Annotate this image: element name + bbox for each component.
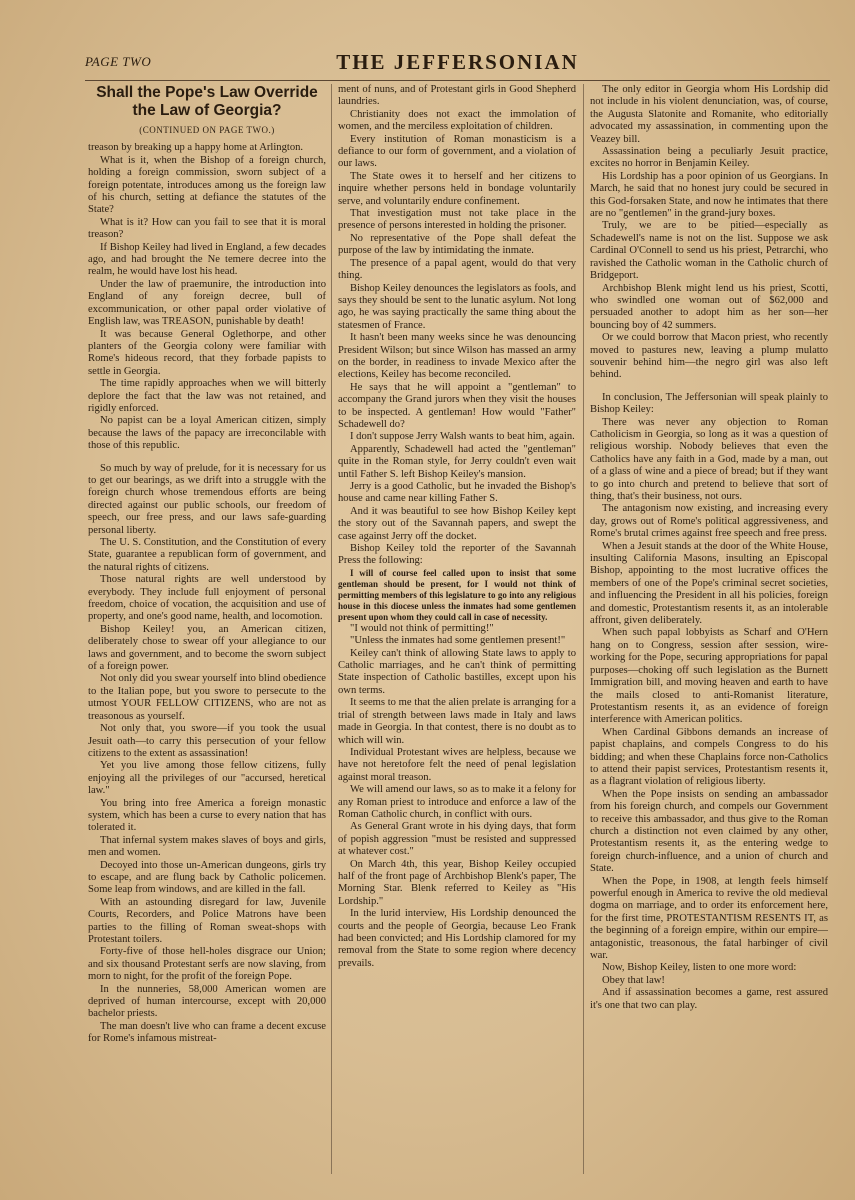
paragraph: You bring into free America a foreign monastic system, which has been a curse to every nation that has tolerated it. <box>88 797 326 834</box>
paragraph: Not only that, you swore—if you took the usual Jesuit oath—to carry this persecution of your fellow citizens to the extent as assassination! <box>88 723 326 759</box>
paragraph: Keiley can't think of allowing State laws to apply to Catholic marriages, and he can't think of permitting State inspection of Catholic bastilles, except upon his own terms. <box>338 647 576 696</box>
paragraph: Not only did you swear yourself into blind obedience to the Italian pope, but you swore to persecute to the utmost YOUR FELLOW CITIZENS, who are not as treasonous as yourself. <box>88 673 326 722</box>
paragraph: It seems to me that the alien prelate is arranging for a trial of strength between laws made in Italy and laws made in Georgia. In that contest, there is no doubt as to which will win. <box>338 697 576 746</box>
paragraph: With an astounding disregard for law, Juvenile Courts, Recorders, and Police Matrons have been parties to the filling of Roman sweat-shops with Protestant toilers. <box>88 896 326 945</box>
paragraph: ment of nuns, and of Protestant girls in Good Shepherd laundries. <box>338 84 576 108</box>
paragraph: When the Pope insists on sending an ambassador from his foreign church, and compels our Government to receive this ambassador, and thus give to the Roman church a distinction not even claimed by any other, Protestantism resents it, as the entering wedge to foreign church-influence, and a union of church and State. <box>590 788 828 875</box>
paragraph: As General Grant wrote in his dying days, that form of popish aggression "must be resisted and suppressed at whatever cost." <box>338 821 576 858</box>
paragraph: Now, Bishop Keiley, listen to one more word: <box>602 962 797 974</box>
paragraph: When Cardinal Gibbons demands an increase of papist chaplains, and compels Congress to do his bidding; and when these Chaplains force non-Catholics to attend their papist services, Protestantism resents it, as a flagrant violation of religious liberty. <box>590 726 828 788</box>
column-rule <box>331 84 332 1174</box>
paragraph: Bishop Keiley denounces the legislators as fools, and says they should be sent to the lunatic asylum. Not long ago, he was saying practically the same thing about the statesmen of France. <box>338 282 576 331</box>
column-2 <box>338 84 576 1179</box>
paragraph: We will amend our laws, so as to make it a felony for any Roman priest to introduce and enforce a law of the Roman Catholic church, in conflict with ours. <box>338 784 576 820</box>
column-3 <box>590 84 828 1179</box>
paragraph: Obey that law! <box>602 974 665 986</box>
paragraph: "I would not think of permitting!" <box>350 622 494 634</box>
paragraph: What is it, when the Bishop of a foreign church, holding a foreign commission, sworn subject of a foreign potentate, introduces among us the foreign law of his church, setting at defiance the statutes of the State? <box>88 154 326 216</box>
paragraph: "Unless the inmates had some gentlemen present!" <box>350 635 566 647</box>
paragraph: His Lordship has a poor opinion of us Georgians. In March, he said that no honest jury could be secured in this God-forsaken State, and now he intimates that there are no "gentlemen" in the grand-jury boxes. <box>590 170 828 220</box>
quoted-statement: I will of course feel called upon to insist that some gentleman should be present, for I would not think of permitting members of this legislature to go into any religious house in this diocese unless the inmates had some gentlemen present upon whom they could call in case of necessity. <box>338 567 576 622</box>
paragraph: The presence of a papal agent, would do that very thing. <box>338 257 576 282</box>
paragraph: Apparently, Schadewell had acted the "gentleman" quite in the Roman style, for Jerry couldn't even wait until Father S. left Bishop Keiley's mansion. <box>338 443 576 480</box>
paragraph: Forty-five of those hell-holes disgrace our Union; and six thousand Protestant serfs are now slaving, from morn to night, for the profit of the foreign Pope. <box>88 946 326 983</box>
paragraph: In the lurid interview, His Lordship denounced the courts and the people of Georgia, because Leo Frank had been convicted; and His Lordship clamored for my removal from the State to some region where decency prevails. <box>338 908 576 969</box>
paragraph: The antagonism now existing, and increasing every day, grows out of Rome's political aggressiveness, and Rome's brutal crimes against free speech and free press. <box>590 503 828 540</box>
column-1 <box>88 84 326 1179</box>
paragraph: Bishop Keiley told the reporter of the Savannah Press the following: <box>338 543 576 567</box>
paragraph: Archbishop Blenk might lend us his priest, Scotti, who swindled one woman out of $62,000 and persuaded another to adopt him as her son—her bouncing boy of 42 summers. <box>590 282 828 331</box>
paragraph: Truly, we are to be pitied—especially as Schadewell's name is not on the list. Suppose we ask Cardinal O'Connell to send us his priest, Petrarchi, who ravished the Catholic woman in the Catholic church of Bridgeport. <box>590 220 828 282</box>
newspaper-title: THE JEFFERSONIAN <box>336 50 579 74</box>
paragraph: That investigation must not take place in the presence of persons interested in holding the prisoner. <box>338 208 576 232</box>
paragraph: It was because General Oglethorpe, and other planters of the Georgia colony were familiar with Rome's hideous record, that they forbade papists to settle in Georgia. <box>88 328 326 377</box>
paragraph: There was never any objection to Roman Catholicism in Georgia, so long as it was a question of religious worship. Nobody believes that even the Catholics have any faith in a God, made by a man, out of a glass of wine and a piece of bread; but if they want to go into church and pretend to believe that sort of thing, that's their business, not ours. <box>590 416 828 502</box>
paragraph: Assassination being a peculiarly Jesuit practice, excites no horror in Benjamin Keiley. <box>590 146 828 170</box>
paragraph: Those natural rights are well understood by everybody. They include full enjoyment of personal freedom, choice of vocation, the acquisition and use of property, and one's good name, health, and locomotion. <box>88 574 326 623</box>
continued-note: (CONTINUED ON PAGE TWO.) <box>139 125 275 135</box>
paragraph: treason by breaking up a happy home at Arlington. <box>88 142 304 154</box>
paragraph: Or we could borrow that Macon priest, who recently moved to pastures new, leaving a plump mulatto souvenir behind him—the negro girl was also left behind. <box>590 332 828 381</box>
paragraph: When a Jesuit stands at the door of the White House, insulting California Masons, insulting an Episcopal Bishop, appointing to the most lucrative offices the members of one of the Pope's criminal secret societies, and influencing the President in all his policies, foreign and domestic, Protestantism resents it, as an intolerable affront, given deliberately. <box>590 540 828 627</box>
paragraph: Jerry is a good Catholic, but he invaded the Bishop's house and came near killing Father S. <box>338 481 576 505</box>
paragraph: I don't suppose Jerry Walsh wants to beat him, again. <box>350 431 575 443</box>
paragraph: Under the law of praemunire, the introduction into England of any foreign decree, bull of excommunication, or other papal order violative of English law, was TREASON, punishable by death! <box>88 278 326 328</box>
paragraph: Christianity does not exact the immolation of women, and the merciless exploitation of children. <box>338 108 576 133</box>
paragraph: The U. S. Constitution, and the Constitution of every State, guarantee a republican form of government, and the natural rights of citizens. <box>88 537 326 573</box>
paragraph: Decoyed into those un-American dungeons, girls try to escape, and are flung back by Catholic policemen. Some leap from windows, and are killed in the fall. <box>88 859 326 896</box>
masthead <box>85 50 830 81</box>
paragraph: That infernal system makes slaves of boys and girls, men and women. <box>88 834 326 859</box>
paragraph: If Bishop Keiley had lived in England, a few decades ago, and had brought the Ne temere decree into the realm, he would have lost his head. <box>88 241 326 278</box>
paragraph: And if assassination becomes a game, rest assured it's one that two can play. <box>590 987 828 1011</box>
paragraph: The time rapidly approaches when we will bitterly deplore the fact that the law was not retained, and rigidly enforced. <box>88 378 326 414</box>
paragraph: Bishop Keiley! you, an American citizen, deliberately chose to swear off your allegiance to our laws and government, and to become the sworn subject of a foreign power. <box>88 623 326 673</box>
column-rule <box>583 84 584 1174</box>
paragraph: No representative of the Pope shall defeat the purpose of the law by intimidating the inmate. <box>338 232 576 257</box>
paragraph: Every institution of Roman monasticism is a defiance to our form of government, and a violation of our laws. <box>338 133 576 170</box>
page-number: PAGE TWO <box>85 54 152 69</box>
paragraph: It hasn't been many weeks since he was denouncing President Wilson; but since Wilson has massed an army on the border, in readiness to invade Mexico after the elections, Keiley has become reconciled. <box>338 332 576 381</box>
paragraph: He says that he will appoint a "gentleman" to accompany the Grand jurors when they visit the houses to be inspected. A gentleman! How would "Father" Schadewell do? <box>338 381 576 430</box>
paragraph: In the nunneries, 58,000 American women are deprived of human intercourse, except with 20,000 bachelor priests. <box>88 983 326 1020</box>
paragraph: Individual Protestant wives are helpless, because we have not heretofore felt the need of penal legislation against moral treason. <box>338 746 576 783</box>
paragraph: When such papal lobbyists as Scharf and O'Hern hang on to Congress, session after session, wire-working for the Pope, securing appropriations for papal purposes—choking off such legislation as the Burnett Immigration bill, and moving heaven and earth to have the mails closed to anti-Romanist literature, Protestantism resents it, as an evidence of foreign interference with American politics. <box>590 627 828 726</box>
paragraph: And it was beautiful to see how Bishop Keiley kept the story out of the Savannah papers, and swept the case against Jerry off the docket. <box>338 505 576 542</box>
paragraph: In conclusion, The Jeffersonian will speak plainly to Bishop Keiley: <box>590 391 828 416</box>
paragraph: So much by way of prelude, for it is necessary for us to get our bearings, as we drift into a struggle with the foreign church whose tremendous efforts are being directed against our public schools, our freedom of speech, our free press, and our laws safe-guarding personal liberty. <box>88 462 326 536</box>
paragraph: Yet you live among those fellow citizens, fully enjoying all the privileges of our "accursed, heretical law." <box>88 760 326 797</box>
paragraph: The State owes it to herself and her citizens to inquire whether persons held in bondage voluntarily serve, and voluntarily endure confinement. <box>338 170 576 207</box>
paragraph: On March 4th, this year, Bishop Keiley occupied half of the front page of Archbishop Blenk's paper, The Morning Star. Blenk referred to Keiley as "His Lordship." <box>338 858 576 907</box>
paragraph: The man doesn't live who can frame a decent excuse for Rome's infamous mistreat- <box>88 1020 326 1045</box>
paragraph: What is it? How can you fail to see that it is moral treason? <box>88 216 326 241</box>
paragraph: No papist can be a loyal American citizen, simply because the laws of the papacy are irreconcilable with those of this republic. <box>88 415 326 452</box>
paragraph: When the Pope, in 1908, at length feels himself powerful enough in America to revive the old medieval dogma on marriage, and to order its enforcement here, for the first time, PROTESTANTISM RESENTS IT, as the beginning of a foreign empire, within our empire—antagonistic, treasonous, the fatal harbinger of civil war. <box>590 875 828 962</box>
article-headline: Shall the Pope's Law Override the Law of Georgia? <box>96 84 318 119</box>
paragraph: The only editor in Georgia whom His Lordship did not include in his violent denunciation, was, of course, the Augusta Slatonite and Romanite, who editorially advocated my assassination, in commenting upon the Veazey bill. <box>590 84 828 145</box>
